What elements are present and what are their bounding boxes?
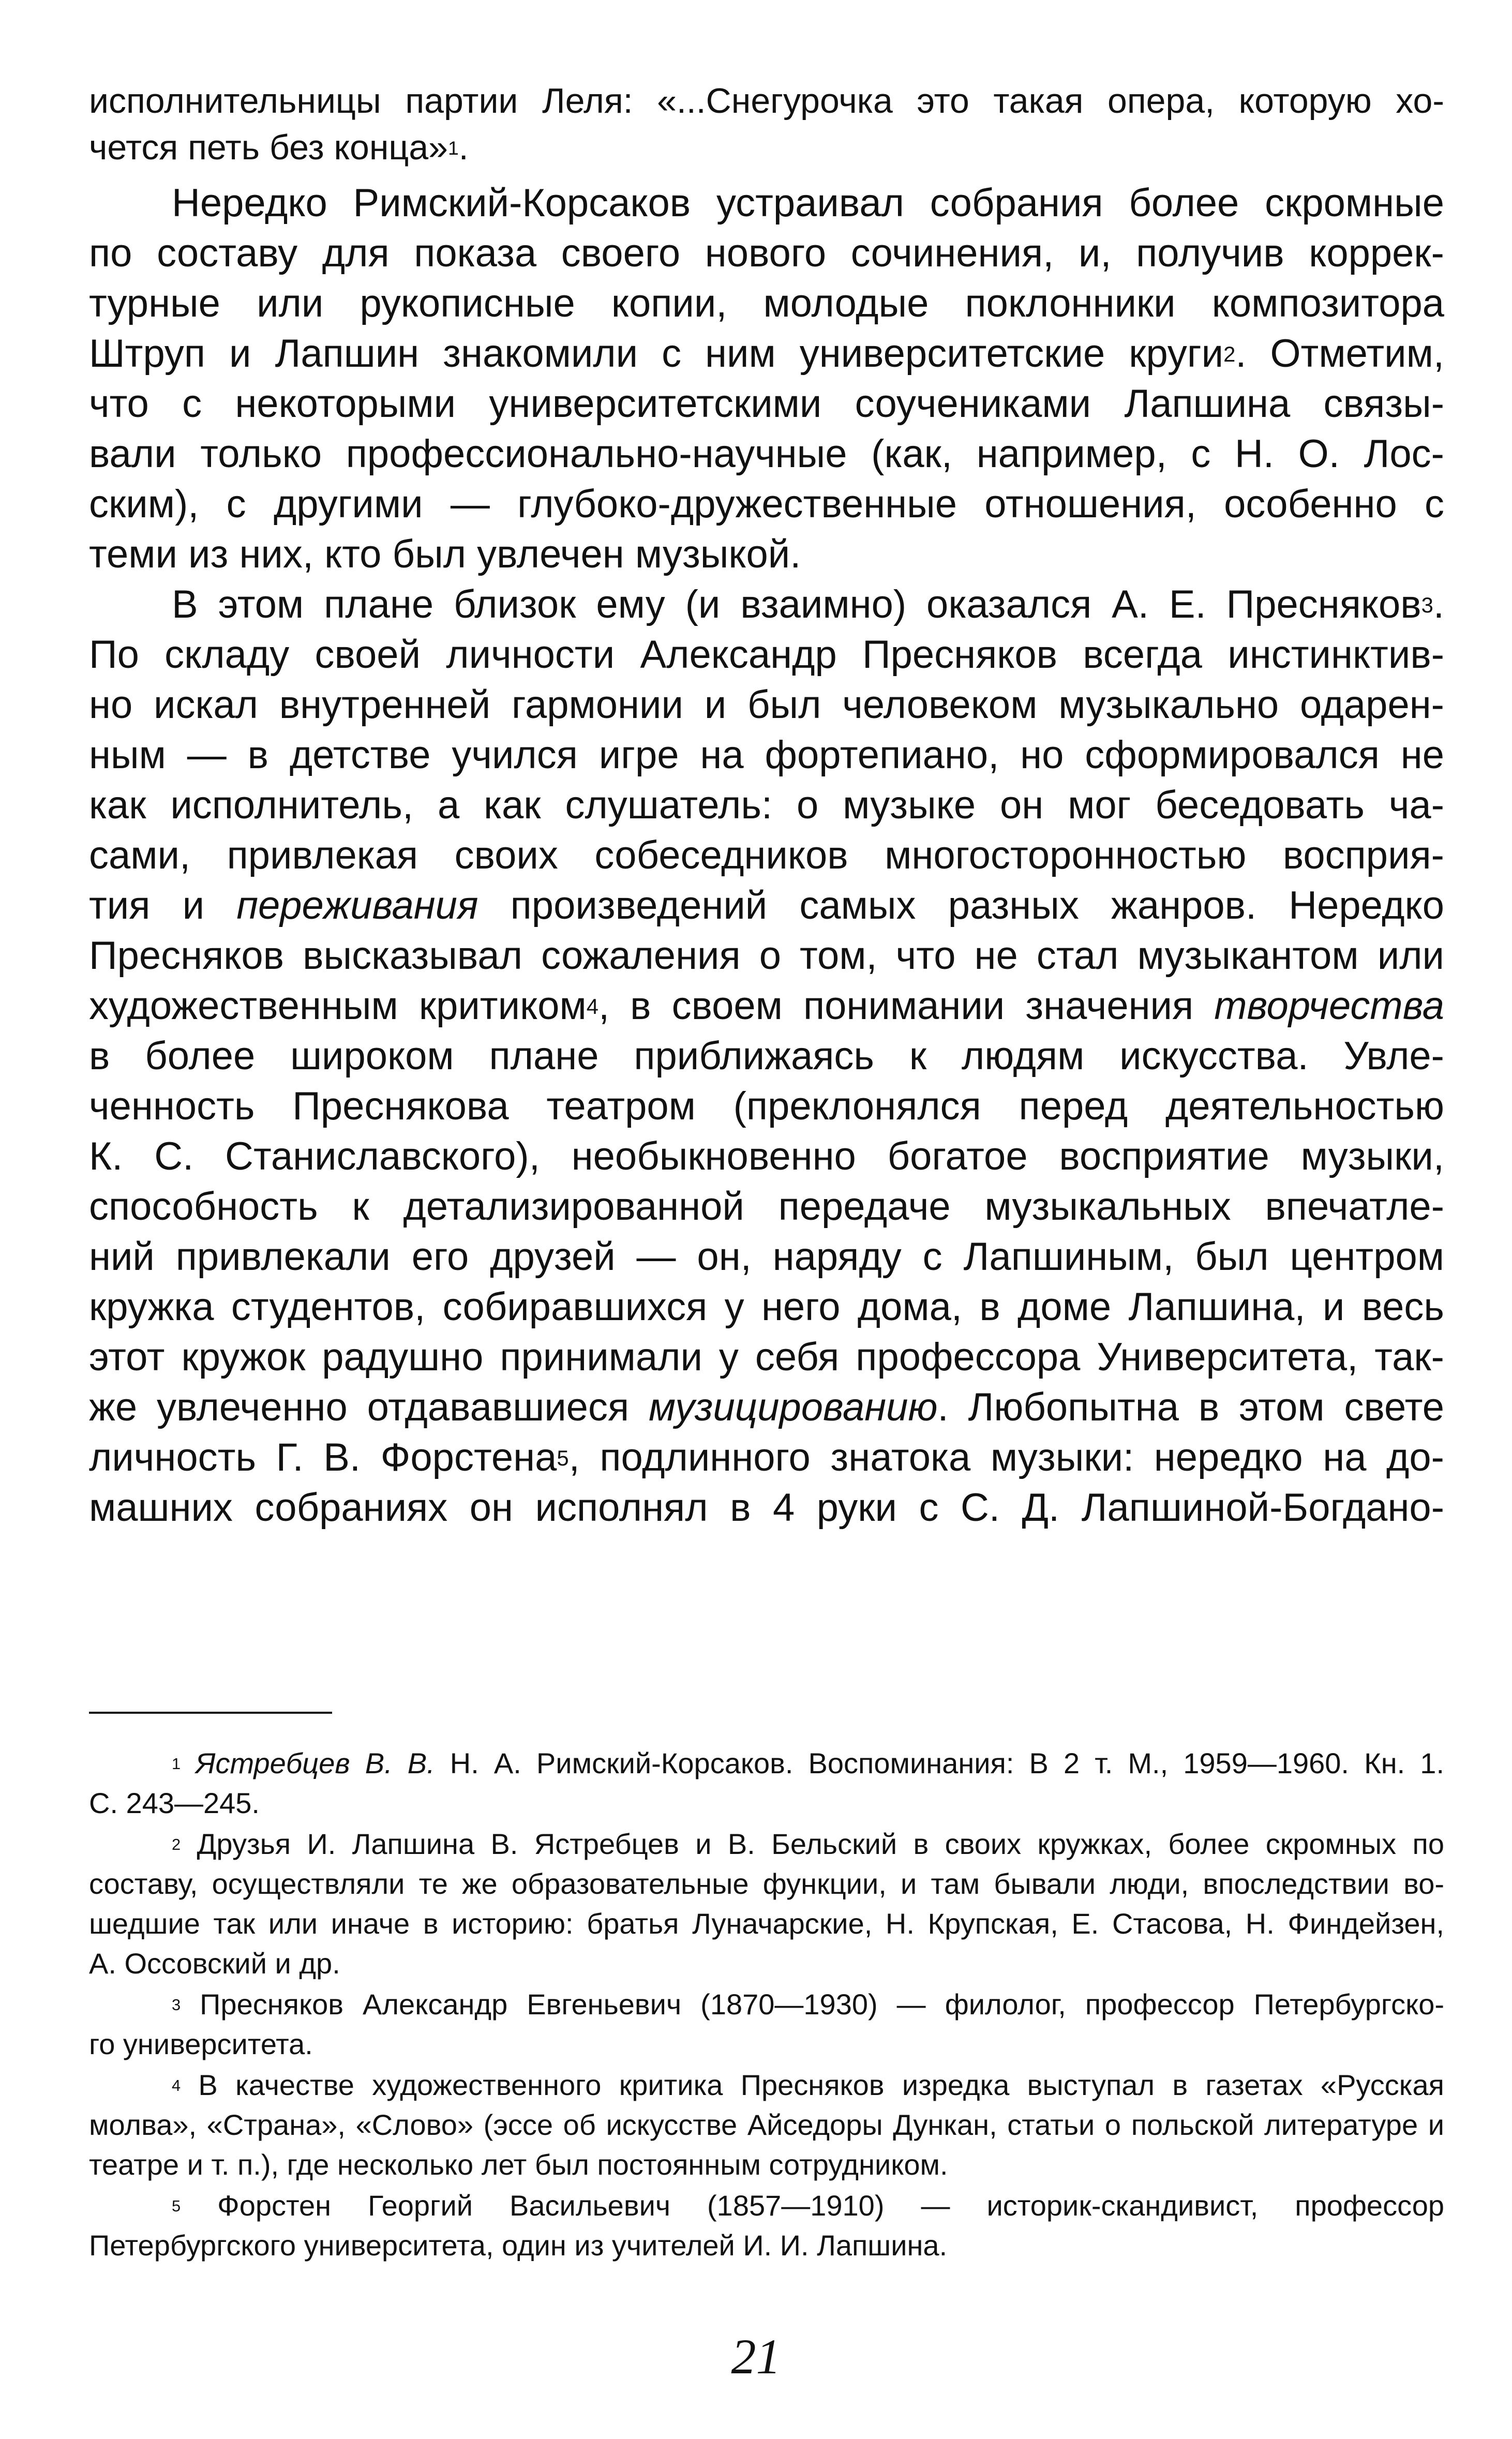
text-line: По складу своей личности Александр Пресняков всегда инстинктив-	[89, 633, 1444, 677]
text-line	[89, 880, 1444, 931]
text-span: Пресняков Александр Евгеньевич (1870—1930) — филолог, профессор Петербургско-	[181, 1988, 1444, 2021]
text-line	[89, 2065, 1444, 2105]
text-line	[89, 1984, 1444, 2024]
text-span: произведений самых разных жанров. Нередко	[478, 884, 1444, 927]
footnote-1	[89, 1743, 1444, 1823]
text-span: Н. А. Римский-Корсаков. Воспоминания: В 2 т. М., 1959—1960. Кн. 1.	[435, 1747, 1445, 1779]
footnote-2	[89, 1824, 1444, 1983]
emphasis: переживания	[236, 884, 478, 927]
footnote-number: 2	[172, 1835, 181, 1854]
text-span: .	[1433, 582, 1444, 626]
text-line	[89, 2186, 1444, 2225]
text-line: теми из них, кто был увлечен музыкой.	[89, 532, 801, 576]
text-line: сами, привлекая своих собеседников многосторонностью восприя-	[89, 833, 1444, 877]
paragraph-2	[89, 579, 1444, 1533]
text-span: Друзья И. Лапшина В. Ястребцев и В. Бельский в своих кружках, более скромных по	[181, 1828, 1444, 1860]
footnote-ref-5[interactable]: 5	[557, 1445, 569, 1470]
text-line: вали только профессионально-научные (как, например, с Н. О. Лос-	[89, 432, 1444, 476]
text-line: шедшие так или иначе в историю: братья Луначарские, Н. Крупская, Е. Стасова, Н. Финдейзен,	[89, 1907, 1444, 1940]
text-line	[89, 1743, 1444, 1783]
text-line: ний привлекали его друзей — он, наряду с Лапшиным, был центром	[89, 1235, 1444, 1279]
text-span: .	[458, 128, 469, 167]
text-line: составу, осуществляли те же образовательные функции, и там бывали люди, впоследствии во-	[89, 1867, 1444, 1900]
text-span: , в своем понимании значения	[598, 984, 1215, 1028]
text-line: турные или рукописные копии, молодые поклонники композитора	[89, 281, 1444, 325]
page-number: 21	[731, 2329, 781, 2384]
footnote-5	[89, 2186, 1444, 2265]
text-line: К. С. Станиславского), необыкновенно богатое восприятие музыки,	[89, 1134, 1444, 1178]
text-span: . Любопытна в этом свете	[937, 1385, 1444, 1429]
text-line	[89, 1382, 1444, 1432]
footnote-number: 4	[172, 2076, 181, 2095]
text-line: театре и т. п.), где несколько лет был постоянным сотрудником.	[89, 2148, 948, 2181]
text-span: Форстен Георгий Васильевич (1857—1910) — историк-скандивист, профессор	[181, 2189, 1444, 2222]
text-line: по составу для показа своего нового сочинения, и, получив коррек-	[89, 231, 1444, 275]
footnote-ref-3[interactable]: 3	[1421, 592, 1433, 617]
text-line: ским), с другими — глубоко-дружественные отношения, особенно с	[89, 482, 1444, 526]
text-span: же увлеченно отдававшиеся	[89, 1385, 649, 1429]
text-line: молва», «Страна», «Слово» (эссе об искусстве Айседоры Дункан, статьи о польской литературе и	[89, 2108, 1444, 2141]
footnote-number: 3	[172, 1996, 181, 2014]
text-line: в более широком плане приближаясь к людям искусства. Увле-	[89, 1034, 1444, 1078]
text-line	[89, 579, 1444, 630]
text-span: , подлинного знатока музыки: нередко на до-	[568, 1435, 1444, 1479]
text-line: Пресняков высказывал сожаления о том, что не стал музыкантом или	[89, 934, 1444, 978]
paragraph-0	[89, 78, 1444, 171]
text-line	[89, 1432, 1444, 1483]
emphasis: музицированию	[648, 1385, 938, 1429]
text-line: машних собраниях он исполнял в 4 руки с С. Д. Лапшиной-Богдано-	[89, 1486, 1444, 1530]
footnote-4	[89, 2065, 1444, 2184]
footnote-separator	[89, 1712, 332, 1714]
footnote-ref-4[interactable]: 4	[586, 994, 598, 1019]
text-line	[89, 1824, 1444, 1864]
text-span: Штруп и Лапшин знакомили с ним университетские круги	[89, 332, 1224, 376]
text-line: А. Оссовский и др.	[89, 1947, 340, 1980]
text-line: ченность Преснякова театром (преклонялся перед деятельностью	[89, 1084, 1444, 1128]
text-span: художественным критиком	[89, 984, 587, 1028]
text-line: как исполнитель, а как слушатель: о музыке он мог беседовать ча-	[89, 783, 1444, 827]
text-line	[89, 124, 1444, 171]
text-line: но искал внутренней гармонии и был человеком музыкально одарен-	[89, 683, 1444, 727]
text-line: способность к детализированной передаче музыкальных впечатле-	[89, 1185, 1444, 1229]
text-line	[89, 981, 1444, 1031]
footnote-number: 1	[172, 1755, 181, 1773]
footnote-number: 5	[172, 2197, 181, 2216]
text-line	[89, 328, 1444, 379]
text-line: Петербургского университета, один из учителей И. И. Лапшина.	[89, 2229, 948, 2262]
footnote-3	[89, 1984, 1444, 2064]
text-line: исполнительницы партии Леля: «...Снегурочка это такая опера, которую хо-	[89, 81, 1444, 121]
text-span: В этом плане близок ему (и взаимно) оказался А. Е. Пресняков	[172, 582, 1421, 626]
text-span: чется петь без конца»	[89, 128, 448, 167]
emphasis: творчества	[1214, 984, 1445, 1028]
text-line: го университета.	[89, 2028, 313, 2060]
text-span: личность Г. В. Форстена	[89, 1435, 557, 1479]
text-span: В качестве художественного критика Пресняков изредка выступал в газетах «Русская	[181, 2069, 1444, 2101]
text-line: этот кружок радушно принимали у себя профессора Университета, так-	[89, 1335, 1444, 1379]
footnotes	[89, 1743, 1444, 2266]
text-span: . Отметим,	[1235, 332, 1444, 376]
paragraph-1	[89, 178, 1444, 579]
text-line: что с некоторыми университетскими соучениками Лапшина связы-	[89, 382, 1444, 426]
text-line: С. 243—245.	[89, 1787, 260, 1819]
footnote-ref-1[interactable]: 1	[447, 137, 459, 159]
footnote-ref-2[interactable]: 2	[1223, 341, 1236, 366]
text-line: Нередко Римский-Корсаков устраивал собрания более скромные	[172, 181, 1444, 225]
emphasis: Ястребцев В. В.	[196, 1747, 435, 1779]
text-line: кружка студентов, собиравшихся у него дома, в доме Лапшина, и весь	[89, 1285, 1444, 1329]
text-line: ным — в детстве учился игре на фортепиано, но сформировался не	[89, 733, 1444, 777]
text-span: тия и	[89, 884, 237, 927]
main-text	[89, 78, 1444, 1533]
